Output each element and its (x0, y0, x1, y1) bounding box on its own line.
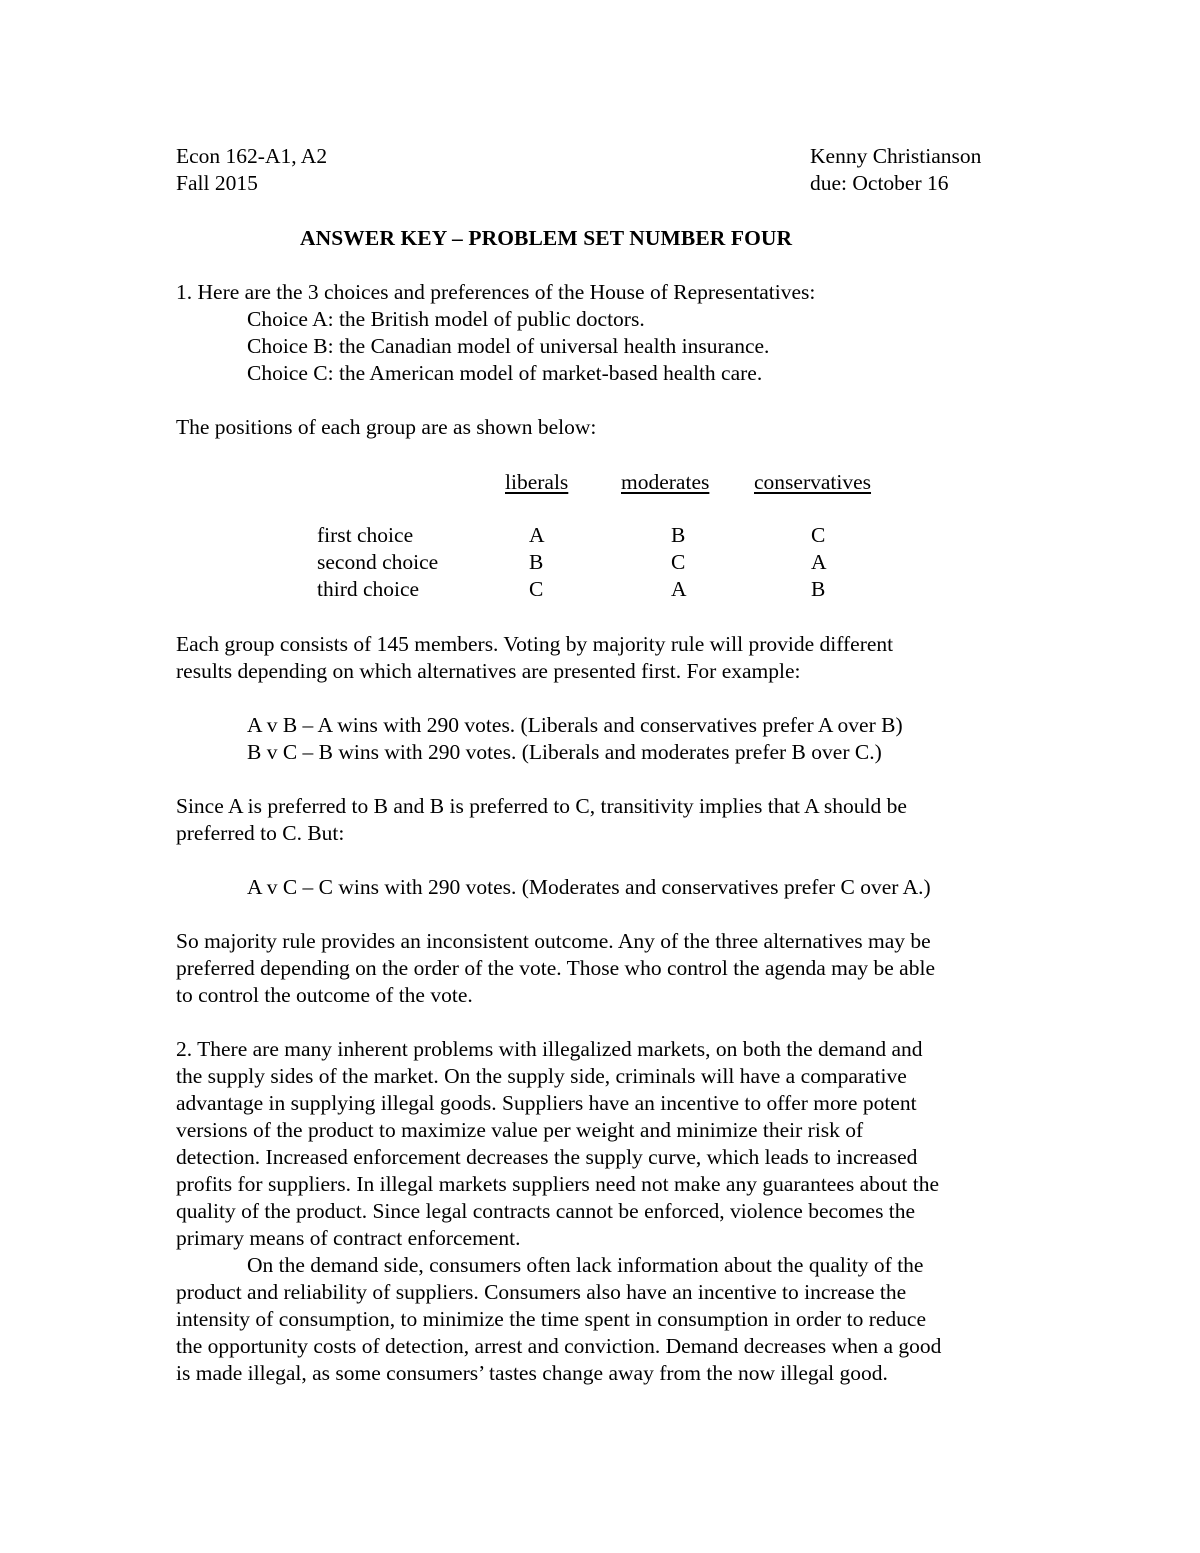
header-moderates: moderates (621, 470, 710, 494)
q1-para3-line3: to control the outcome of the vote. (176, 983, 473, 1007)
q2-para2-line4: the opportunity costs of detection, arrest and conviction. Demand decreases when a good (176, 1334, 942, 1358)
q1-para1-line1: Each group consists of 145 members. Voting by majority rule will provide different (176, 632, 894, 656)
positions-intro: The positions of each group are as shown below: (176, 415, 597, 439)
header-liberals: liberals (505, 470, 569, 494)
cell-third-liberals: C (529, 577, 544, 601)
cell-second-conservatives: A (811, 550, 827, 574)
cell-second-moderates: C (671, 550, 686, 574)
cell-third-moderates: A (671, 577, 687, 601)
choice-a: Choice A: the British model of public doctors. (247, 307, 645, 331)
row-label-second: second choice (317, 550, 439, 574)
q1-para2-line1: Since A is preferred to B and B is preferred to C, transitivity implies that A should be (176, 794, 907, 818)
row-label-third: third choice (317, 577, 420, 601)
course-label: Econ 162-A1, A2 (176, 144, 328, 168)
cell-first-liberals: A (529, 523, 545, 547)
choice-b: Choice B: the Canadian model of universal health insurance. (247, 334, 770, 358)
due-date: due: October 16 (810, 171, 949, 195)
choice-c: Choice C: the American model of market-based health care. (247, 361, 763, 385)
vote-a-vs-c: A v C – C wins with 290 votes. (Moderates and conservatives prefer C over A.) (247, 875, 931, 899)
header-conservatives: conservatives (754, 470, 872, 494)
q2-para1-line6: profits for suppliers. In illegal markets suppliers need not make any guarantees about the (176, 1172, 940, 1196)
instructor-name: Kenny Christianson (810, 144, 982, 168)
row-label-first: first choice (317, 523, 414, 547)
cell-second-liberals: B (529, 550, 544, 574)
document-title: ANSWER KEY – PROBLEM SET NUMBER FOUR (300, 226, 793, 250)
q1-intro: 1. Here are the 3 choices and preferences of the House of Representatives: (176, 280, 816, 304)
q2-para2-line3: intensity of consumption, to minimize the time spent in consumption in order to reduce (176, 1307, 926, 1331)
q2-para1-line7: quality of the product. Since legal contracts cannot be enforced, violence becomes the (176, 1199, 916, 1223)
cell-third-conservatives: B (811, 577, 826, 601)
vote-b-vs-c: B v C – B wins with 290 votes. (Liberals and moderates prefer B over C.) (247, 740, 882, 764)
q2-para2-line5: is made illegal, as some consumers’ tastes change away from the now illegal good. (176, 1361, 888, 1385)
q1-para1-line2: results depending on which alternatives are presented first. For example: (176, 659, 801, 683)
q2-para2-line2: product and reliability of suppliers. Consumers also have an incentive to increase the (176, 1280, 907, 1304)
q2-para1-line4: versions of the product to maximize value per weight and minimize their risk of (176, 1118, 864, 1142)
q2-para1-line8: primary means of contract enforcement. (176, 1226, 521, 1250)
q2-para1-line3: advantage in supplying illegal goods. Suppliers have an incentive to offer more potent (176, 1091, 917, 1115)
q2-para1-line2: the supply sides of the market. On the supply side, criminals will have a comparative (176, 1064, 907, 1088)
vote-a-vs-b: A v B – A wins with 290 votes. (Liberals and conservatives prefer A over B) (247, 713, 903, 737)
cell-first-conservatives: C (811, 523, 826, 547)
q1-para3-line1: So majority rule provides an inconsistent outcome. Any of the three alternatives may be (176, 929, 931, 953)
q2-para1-line1: 2. There are many inherent problems with illegalized markets, on both the demand and (176, 1037, 923, 1061)
q2-para1-line5: detection. Increased enforcement decreases the supply curve, which leads to increased (176, 1145, 918, 1169)
q1-para3-line2: preferred depending on the order of the vote. Those who control the agenda may be able (176, 956, 935, 980)
q2-para2-line1: On the demand side, consumers often lack information about the quality of the (247, 1253, 924, 1277)
cell-first-moderates: B (671, 523, 686, 547)
q1-para2-line2: preferred to C. But: (176, 821, 345, 845)
term-label: Fall 2015 (176, 171, 258, 195)
